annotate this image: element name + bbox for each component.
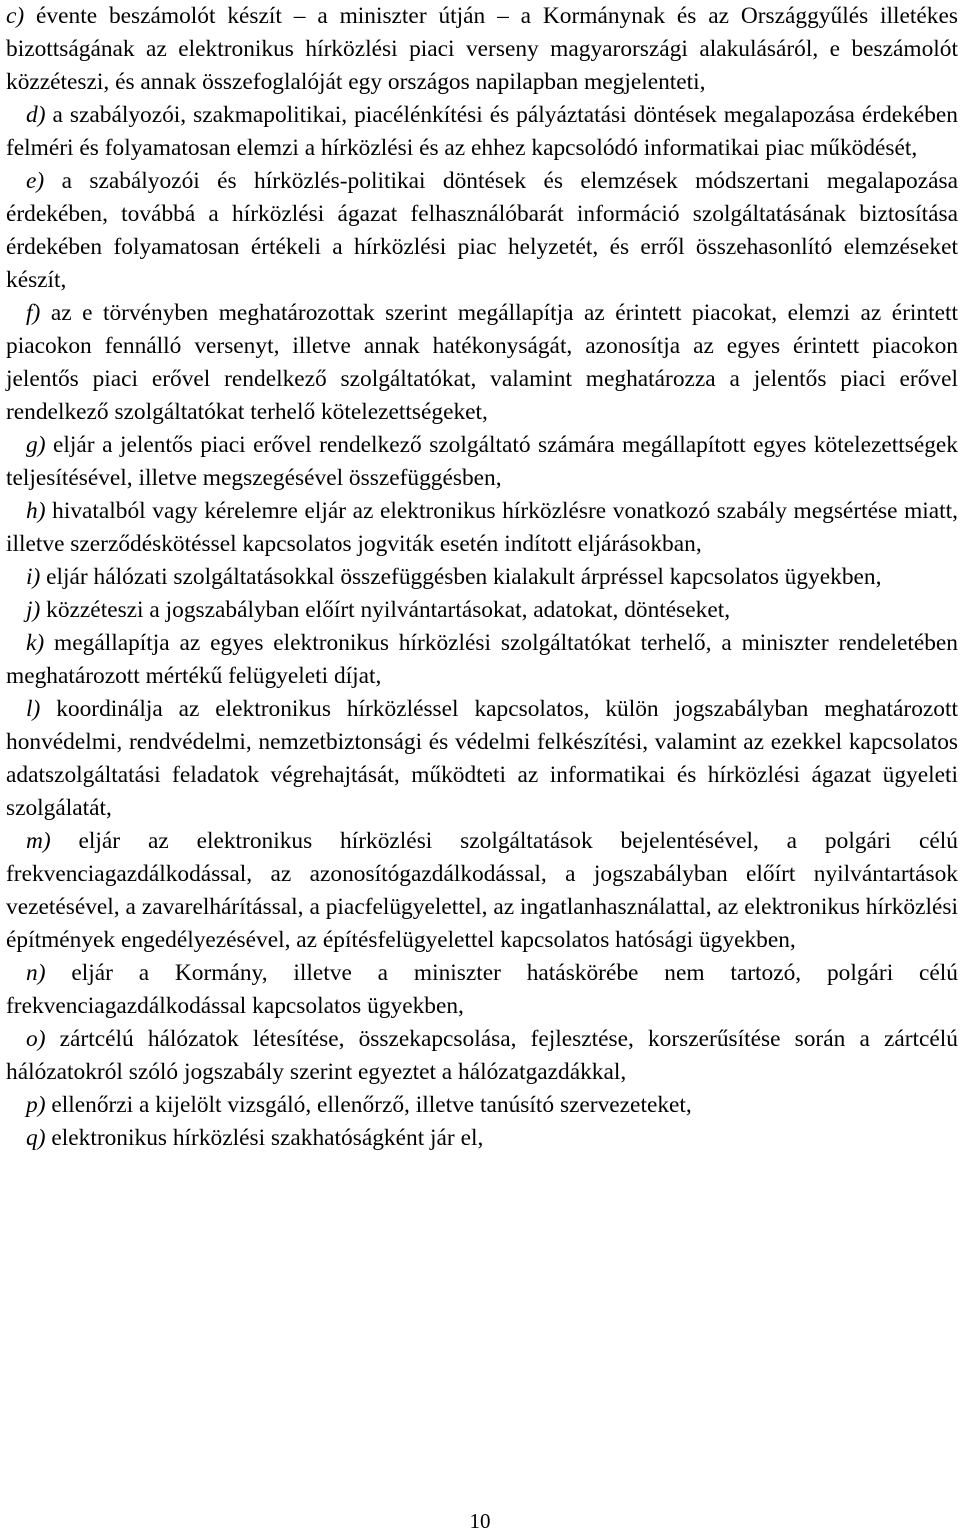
item-letter: l) xyxy=(26,696,41,722)
item-letter: e) xyxy=(26,168,45,194)
item-letter: f) xyxy=(26,300,41,326)
item-text: eljár hálózati szolgáltatásokkal összefüggésben kialakult árpréssel kapcsolatos ügyekben, xyxy=(46,564,882,590)
item-letter: o) xyxy=(26,1026,46,1052)
item-text: az e törvényben meghatározottak szerint megállapítja az érintett piacokat, elemzi az érintett piacokon fennálló versenyt, illetve annak hatékonyságát, azonosítja az egyes érintett piacokon jelentős piaci erővel rendelkező szolgáltatókat, valamint meghatározza a jelentős piaci erővel rendelkező szolgáltatókat terhelő kötelezettségeket, xyxy=(6,300,958,425)
item-letter: h) xyxy=(26,498,46,524)
document-page xyxy=(6,0,958,1155)
item-letter: j) xyxy=(26,597,41,623)
item-letter: d) xyxy=(26,102,46,128)
item-letter: m) xyxy=(26,828,51,854)
list-item xyxy=(6,99,958,165)
item-text: zártcélú hálózatok létesítése, összekapcsolása, fejlesztése, korszerűsítése során a zártcélú hálózatokról szóló jogszabály szerint egyeztet a hálózatgazdákkal, xyxy=(6,1026,958,1085)
list-item xyxy=(6,627,958,693)
item-text: a szabályozói és hírközlés-politikai döntések és elemzések módszertani megalapozása érdekében, továbbá a hírközlési ágazat felhasználóbarát információ szolgáltatásának biztosítása érdekében folyamatosan értékeli a hírközlési piac helyzetét, és erről összehasonlító elemzéseket készít, xyxy=(6,168,958,293)
list-item xyxy=(6,297,958,429)
item-text: koordinálja az elektronikus hírközléssel kapcsolatos, külön jogszabályban meghatározott honvédelmi, rendvédelmi, nemzetbiztonsági és védelmi felkészítési, valamint az ezekkel kapcsolatos adatszolgáltatási feladatok végrehajtását, működteti az informatikai és hírközlési ágazat ügyeleti szolgálatát, xyxy=(6,696,958,821)
item-text: a szabályozói, szakmapolitikai, piacélénkítési és pályáztatási döntések megalapozása érdekében felméri és folyamatosan elemzi a hírközlési és az ehhez kapcsolódó informatikai piac működését, xyxy=(6,102,958,161)
item-letter: p) xyxy=(26,1092,46,1118)
list-item xyxy=(6,957,958,1023)
item-text: hivatalból vagy kérelemre eljár az elektronikus hírközlésre vonatkozó szabály megsértése miatt, illetve szerződéskötéssel kapcsolatos jogviták esetén indított eljárásokban, xyxy=(6,498,958,557)
item-letter: n) xyxy=(26,960,46,986)
item-text: közzéteszi a jogszabályban előírt nyilvántartásokat, adatokat, döntéseket, xyxy=(46,597,731,623)
item-text: megállapítja az egyes elektronikus hírközlési szolgáltatókat terhelő, a miniszter rendeletében meghatározott mértékű felügyeleti díjat, xyxy=(6,630,958,689)
item-letter: k) xyxy=(26,630,45,656)
list-item xyxy=(6,165,958,297)
list-item xyxy=(6,561,958,594)
item-text: eljár az elektronikus hírközlési szolgáltatások bejelentésével, a polgári célú frekvenciagazdálkodással, az azonosítógazdálkodással, a jogszabályban előírt nyilvántartások vezetésével, a zavarelhárítással, a piacfelügyelettel, az ingatlanhasználattal, az elektronikus hírközlési építmények engedélyezésével, az építésfelügyelettel kapcsolatos hatósági ügyekben, xyxy=(6,828,958,953)
list-item xyxy=(6,1089,958,1122)
list-item xyxy=(6,693,958,825)
item-text: elektronikus hírközlési szakhatóságként jár el, xyxy=(51,1125,484,1151)
item-letter: g) xyxy=(26,432,46,458)
list-item xyxy=(6,0,958,99)
list-item xyxy=(6,495,958,561)
list-item xyxy=(6,825,958,957)
list-item xyxy=(6,1023,958,1089)
item-letter: c) xyxy=(6,3,25,29)
list-item xyxy=(6,429,958,495)
list-item xyxy=(6,1122,958,1155)
item-letter: i) xyxy=(26,564,41,590)
list-item xyxy=(6,594,958,627)
item-letter: q) xyxy=(26,1125,46,1151)
item-text: évente beszámolót készít – a miniszter útján – a Kormánynak és az Országgyűlés illetékes bizottságának az elektronikus hírközlési piaci verseny magyarországi alakulásáról, e beszámolót közzéteszi, és annak összefoglalóját egy országos napilapban megjelenteti, xyxy=(6,3,958,95)
page-number: 10 xyxy=(469,1509,491,1533)
item-text: eljár a jelentős piaci erővel rendelkező szolgáltató számára megállapított egyes kötelezettségek teljesítésével, illetve megszegésével összefüggésben, xyxy=(6,432,958,491)
item-text: eljár a Kormány, illetve a miniszter hatáskörébe nem tartozó, polgári célú frekvenciagazdálkodással kapcsolatos ügyekben, xyxy=(6,960,958,1019)
item-text: ellenőrzi a kijelölt vizsgáló, ellenőrző, illetve tanúsító szervezeteket, xyxy=(51,1092,692,1118)
